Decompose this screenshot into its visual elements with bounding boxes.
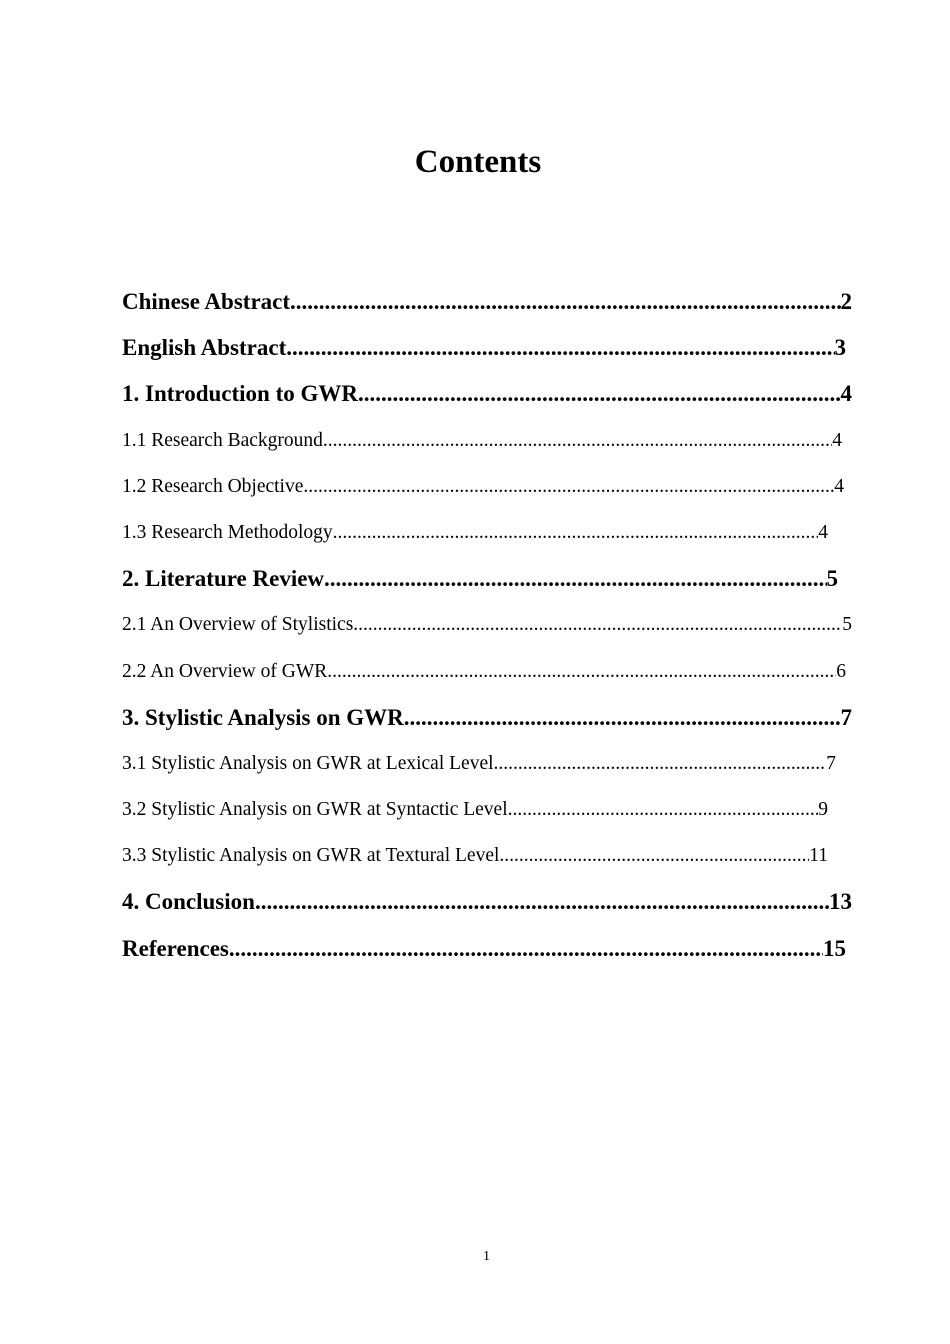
toc-entry-section[interactable] [122, 696, 852, 742]
toc-entry-label: References [122, 935, 229, 961]
toc-entry-page-number: 4 [840, 381, 852, 407]
toc-leader-dots [324, 557, 826, 601]
toc-entry-label: Chinese Abstract [122, 289, 291, 314]
toc-leader-dots [358, 372, 841, 416]
toc-entry-label: English Abstract [122, 335, 287, 361]
toc-entry-page-number: 4 [832, 429, 842, 451]
toc-leader-dots [508, 788, 819, 832]
toc-entry-label: 1. Introduction to GWR [122, 381, 358, 407]
toc-entry-label: 3. Stylistic Analysis on GWR [122, 704, 404, 730]
toc-entry-page-number: 2 [840, 289, 852, 314]
toc-entry-page-number: 9 [818, 799, 828, 821]
toc-entry-page-number: 13 [829, 889, 852, 915]
toc-entry-subsection[interactable] [122, 603, 852, 649]
toc-entry-label: 3.2 Stylistic Analysis on GWR at Syntactic Level [122, 799, 508, 821]
toc-leader-dots [290, 280, 840, 324]
toc-entry-label: 1.2 Research Objective [122, 475, 304, 497]
toc-leader-dots [255, 880, 829, 924]
toc-entry-page-number: 4 [818, 521, 828, 543]
toc-entry-page-number: 3 [834, 335, 846, 361]
toc-entry-subsection[interactable] [122, 650, 846, 696]
toc-leader-dots [499, 834, 809, 878]
toc-entry-section[interactable] [122, 326, 846, 372]
toc-entry-page-number: 11 [809, 845, 828, 867]
toc-entry-label: 4. Conclusion [122, 889, 255, 915]
toc-entry-page-number: 6 [836, 660, 846, 682]
toc-entry-page-number: 7 [826, 752, 836, 774]
toc-entry-section[interactable] [122, 880, 852, 926]
toc-leader-dots [333, 511, 819, 555]
toc-entry-label: 2.2 An Overview of GWR [122, 660, 328, 682]
toc-entry-subsection[interactable] [122, 834, 828, 880]
toc-leader-dots [286, 326, 834, 370]
toc-leader-dots [494, 742, 827, 786]
toc-entry-section[interactable] [122, 280, 852, 326]
toc-entry-subsection[interactable] [122, 511, 828, 557]
toc-entry-page-number: 4 [834, 475, 844, 497]
toc-entry-page-number: 15 [823, 935, 846, 961]
toc-entry-label: 2. Literature Review [122, 566, 325, 592]
toc-entry-label: 3.1 Stylistic Analysis on GWR at Lexical Level [122, 752, 494, 774]
toc-entry-section[interactable] [122, 372, 852, 418]
toc-leader-dots [229, 927, 823, 971]
toc-entry-section[interactable] [122, 557, 838, 603]
page-number: 1 [483, 1249, 490, 1264]
toc-entry-subsection[interactable] [122, 742, 836, 788]
toc-leader-dots [404, 696, 841, 740]
table-of-contents [122, 280, 852, 973]
toc-leader-dots [303, 465, 834, 509]
toc-entry-label: 2.1 An Overview of Stylistics [122, 614, 354, 636]
toc-entry-subsection[interactable] [122, 419, 842, 465]
toc-entry-page-number: 5 [826, 566, 838, 592]
toc-entry-page-number: 5 [842, 614, 852, 636]
toc-entry-label: 1.1 Research Background [122, 429, 323, 451]
toc-leader-dots [327, 650, 836, 694]
page-title: Contents [414, 144, 542, 180]
toc-entry-label: 3.3 Stylistic Analysis on GWR at Textural Level [122, 845, 500, 867]
toc-entry-page-number: 7 [840, 704, 852, 730]
toc-leader-dots [353, 603, 842, 647]
toc-entry-label: 1.3 Research Methodology [122, 521, 333, 543]
toc-leader-dots [323, 419, 832, 463]
toc-entry-subsection[interactable] [122, 788, 828, 834]
toc-entry-subsection[interactable] [122, 465, 844, 511]
toc-entry-section[interactable] [122, 927, 846, 973]
